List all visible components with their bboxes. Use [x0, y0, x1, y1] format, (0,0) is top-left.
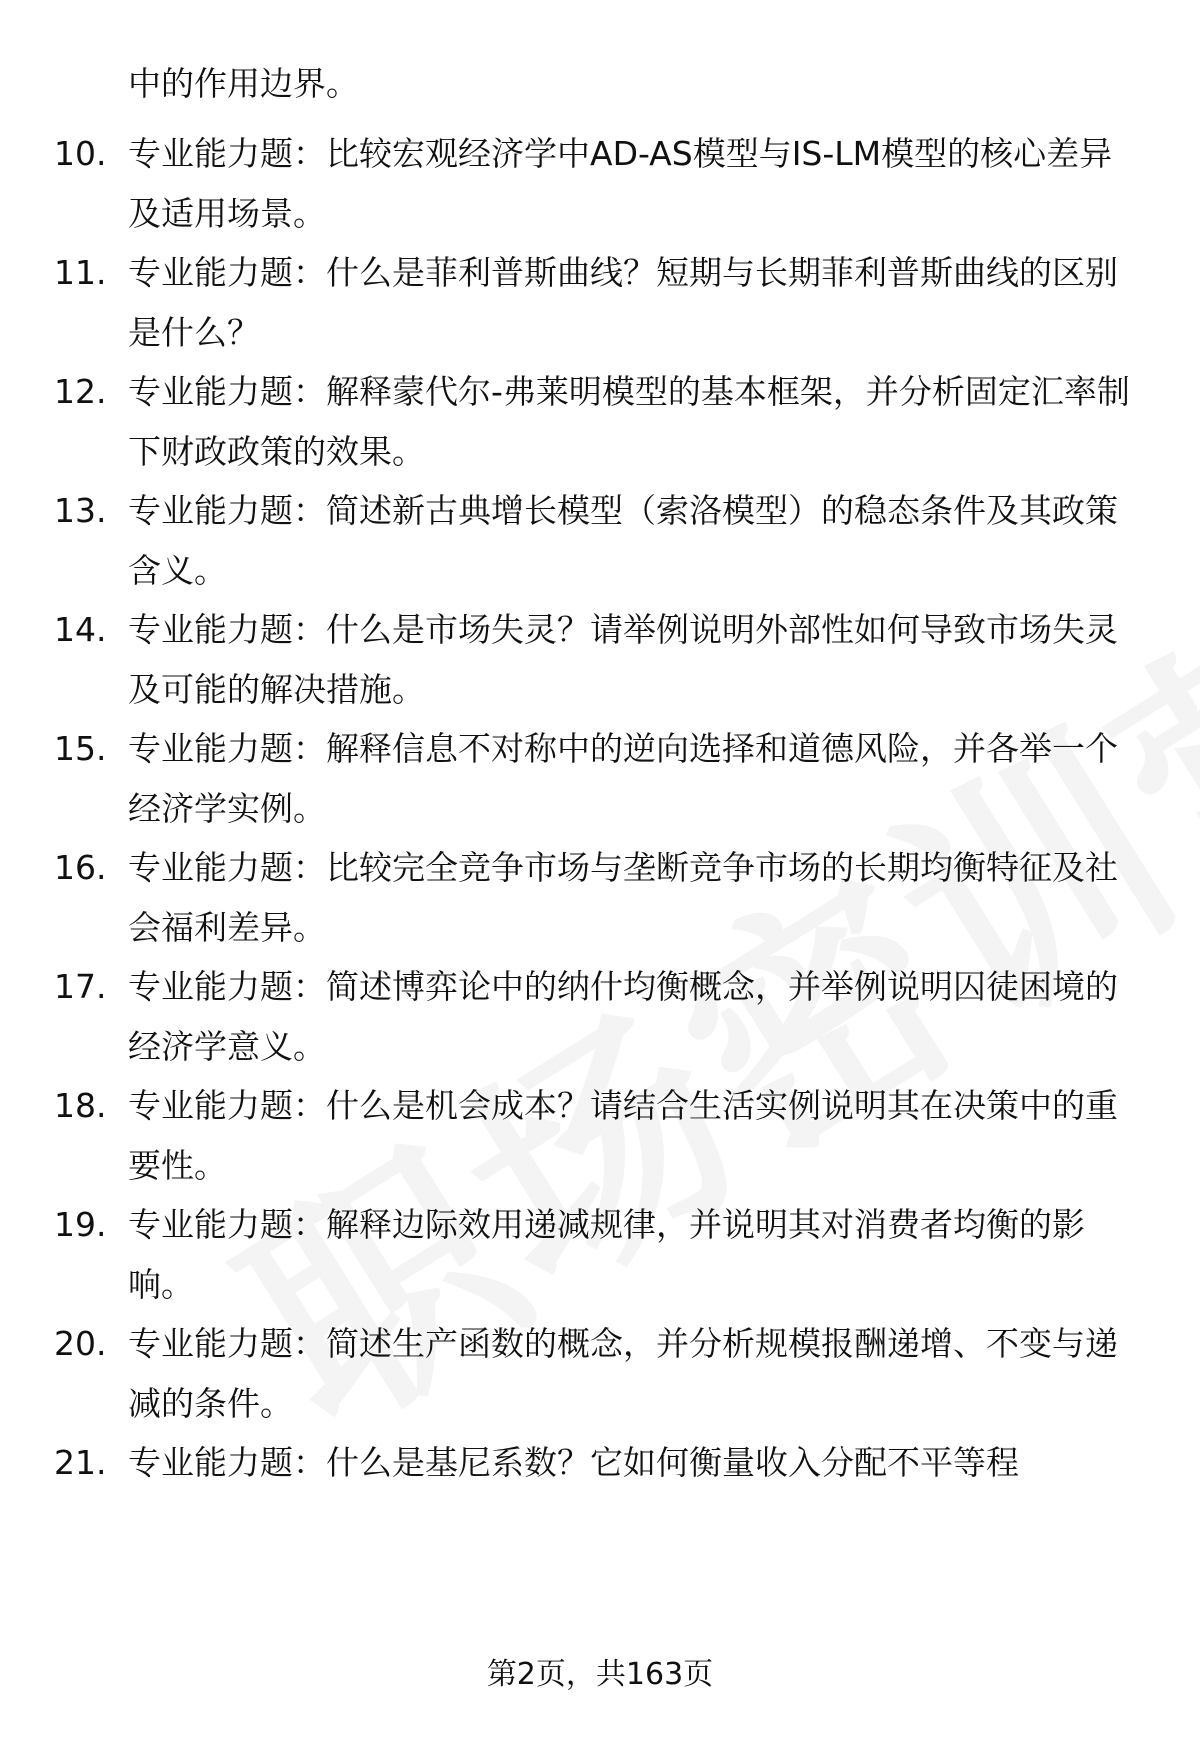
- item-number: 17.: [54, 967, 107, 1006]
- item-text: 专业能力题：简述博弈论中的纳什均衡概念，并举例说明囚徒困境的经济学意义。: [128, 967, 1118, 1066]
- item-text: 专业能力题：简述新古典增长模型（索洛模型）的稳态条件及其政策含义。: [128, 491, 1118, 590]
- item-text: 专业能力题：什么是基尼系数？它如何衡量收入分配不平等程: [128, 1443, 1019, 1482]
- item-number: 16.: [54, 848, 107, 887]
- item-text: 专业能力题：简述生产函数的概念，并分析规模报酬递增、不变与递减的条件。: [128, 1324, 1118, 1423]
- item-text: 专业能力题：解释边际效用递减规律，并说明其对消费者均衡的影响。: [128, 1205, 1085, 1304]
- continuation-text: 中的作用边界。: [128, 64, 359, 103]
- item-number: 14.: [54, 610, 107, 649]
- item-text: 专业能力题：比较宏观经济学中AD-AS模型与IS-LM模型的核心差异及适用场景。: [128, 134, 1113, 233]
- item-number: 11.: [54, 253, 107, 292]
- item-number: 21.: [54, 1443, 107, 1482]
- item-number: 20.: [54, 1324, 107, 1363]
- item-number: 15.: [54, 729, 107, 768]
- item-number: 19.: [54, 1205, 107, 1244]
- page-footer: 第2页，共163页: [486, 1657, 714, 1692]
- item-text: 专业能力题：什么是机会成本？请结合生活实例说明其在决策中的重要性。: [128, 1086, 1118, 1185]
- item-text: 专业能力题：解释信息不对称中的逆向选择和道德风险，并各举一个经济学实例。: [128, 729, 1118, 828]
- item-number: 13.: [54, 491, 107, 530]
- item-text: 专业能力题：比较完全竞争市场与垄断竞争市场的长期均衡特征及社会福利差异。: [128, 848, 1118, 947]
- item-number: 12.: [54, 372, 107, 411]
- item-text: 专业能力题：解释蒙代尔-弗莱明模型的基本框架，并分析固定汇率制下财政政策的效果。: [128, 372, 1130, 471]
- item-text: 专业能力题：什么是市场失灵？请举例说明外部性如何导致市场失灵及可能的解决措施。: [128, 610, 1118, 709]
- item-text: 专业能力题：什么是菲利普斯曲线？短期与长期菲利普斯曲线的区别是什么？: [128, 253, 1118, 352]
- item-number: 18.: [54, 1086, 107, 1125]
- item-number: 10.: [54, 134, 107, 173]
